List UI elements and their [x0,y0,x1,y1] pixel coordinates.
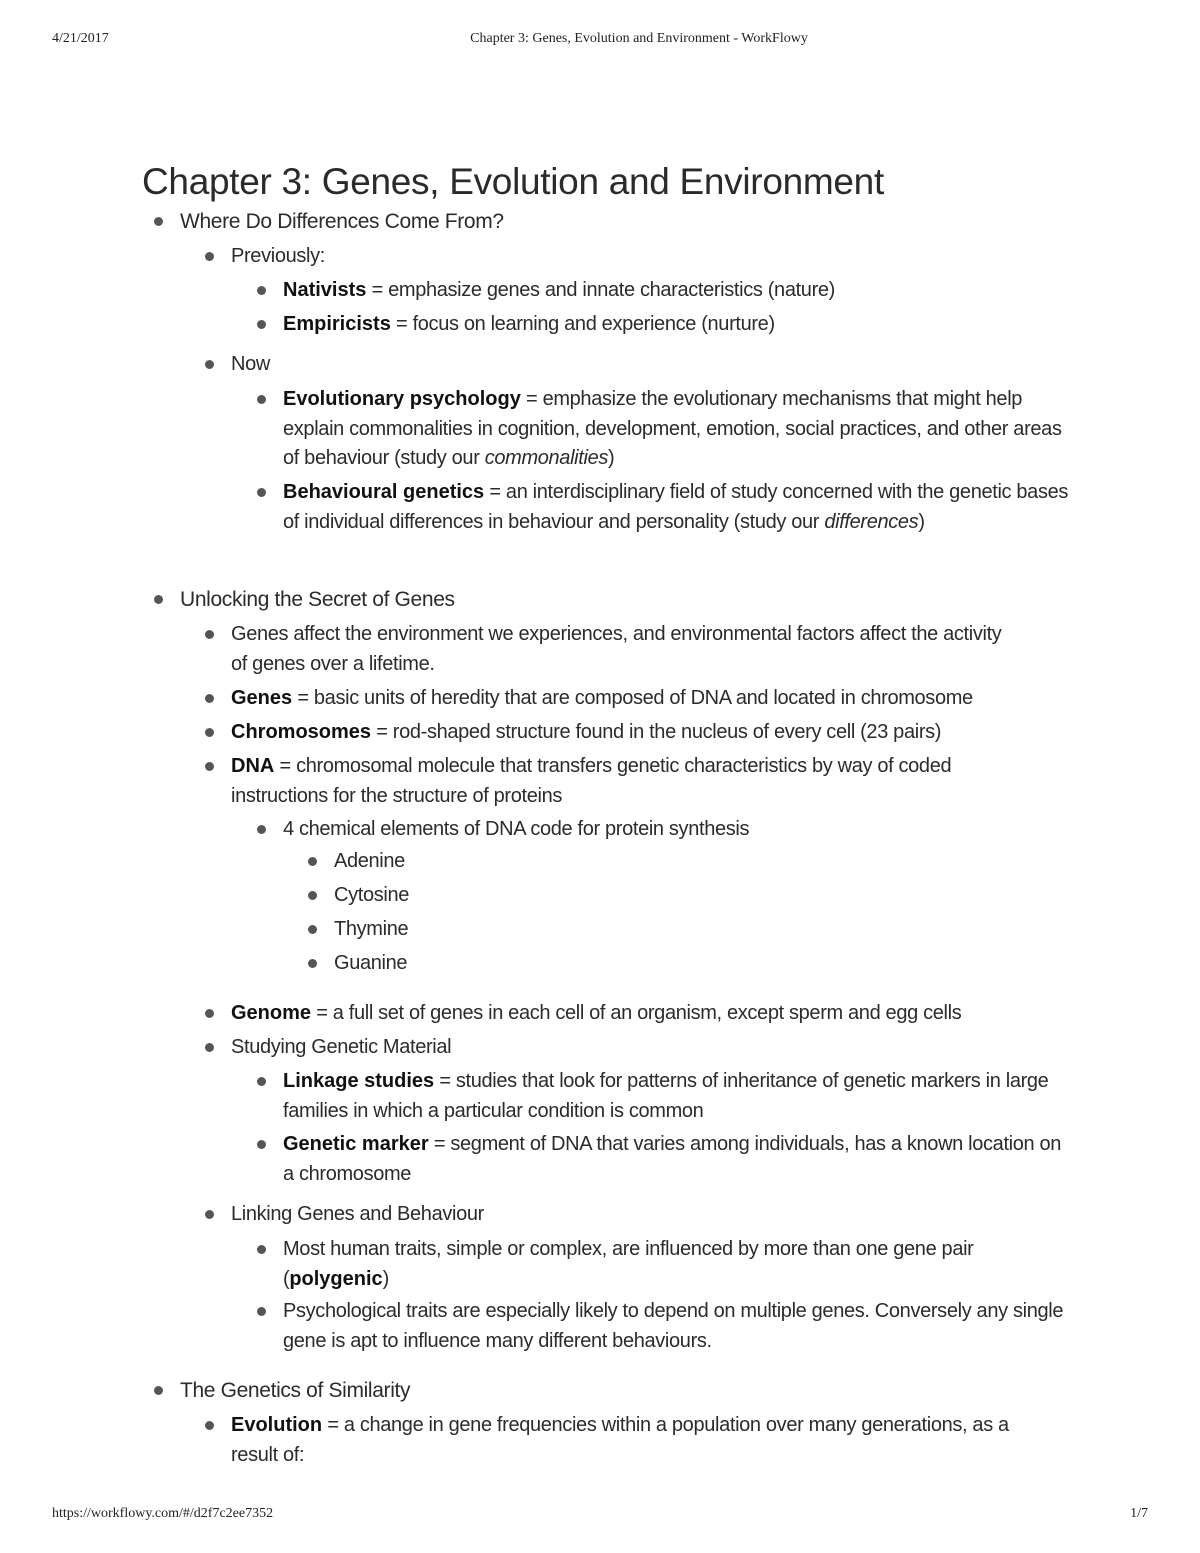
list-item-linking-genes-behaviour[interactable] [231,1200,1021,1230]
list-item-genome[interactable] [231,999,1021,1029]
definition: = studies that look for patterns of inheritance of genetic markers in large families in which a particular condition is common [283,1070,1049,1122]
list-item-genes-affect[interactable] [231,620,1021,679]
term: Evolutionary psychology [283,388,521,410]
list-item-genes[interactable] [231,684,1021,714]
item-text: Studying Genetic Material [231,1036,452,1058]
item-text: Psychological traits are especially likely to depend on multiple genes. Conversely any single gene is apt to influence many different behaviours. [283,1300,1064,1352]
item-text: Adenine [334,850,405,872]
list-item-studying-genetic-material[interactable] [231,1033,1021,1063]
list-item-previously[interactable] [231,242,1021,272]
list-item-unlocking-genes[interactable] [180,585,970,615]
list-item-cytosine[interactable] [334,881,1124,911]
list-item-four-elements[interactable] [283,815,1073,845]
item-text: Genes affect the environment we experiences, and environmental factors affect the activity of genes over a lifetime. [231,623,1002,675]
list-item-genetics-similarity[interactable] [180,1376,970,1406]
list-item-adenine[interactable] [334,847,1124,877]
item-text: Linking Genes and Behaviour [231,1203,484,1225]
definition: = segment of DNA that varies among individuals, has a known location on a chromosome [283,1133,1062,1185]
term: Linkage studies [283,1070,435,1092]
list-item-dna[interactable] [231,752,1021,811]
list-item-evolutionary-psychology[interactable]: Evolutionary psychology = emphasize the evolutionary mechanisms that might help explain commonalities in cognition, development, emotion, social practices, and other areas of behaviour (study our commonalities) [283,385,1073,474]
term: Empiricists [283,313,391,335]
page-number: 1/7 [1130,1506,1148,1521]
definition: = chromosomal molecule that transfers genetic characteristics by way of coded instructions for the structure of proteins [231,755,952,807]
term: Genome [231,1002,312,1024]
item-text: Guanine [334,952,408,974]
list-item-empiricists[interactable] [283,310,1073,340]
list-item-genetic-marker[interactable] [283,1130,1073,1189]
definition: = a full set of genes in each cell of an organism, except sperm and egg cells [311,1002,962,1024]
print-date: 4/21/2017 [52,31,109,46]
term: Genes [231,687,293,709]
item-text: Thymine [334,918,409,940]
item-text: Most human traits, simple or complex, are influenced by more than one gene pair ( [283,1238,974,1290]
list-item-linkage-studies[interactable] [283,1067,1073,1126]
definition: = rod-shaped structure found in the nucleus of every cell (23 pairs) [371,721,942,743]
list-item-evolution[interactable] [231,1411,1021,1470]
list-item-now[interactable] [231,350,1021,380]
term: DNA [231,755,275,777]
definition: = an interdisciplinary field of study concerned with the genetic bases of individual differences in behaviour and personality (study our [283,481,1069,533]
emphasis: commonalities [484,447,608,469]
term: Evolution [231,1414,323,1436]
item-text: Cytosine [334,884,410,906]
item-text: Unlocking the Secret of Genes [180,588,455,611]
definition: = a change in gene frequencies within a population over many generations, as a result of: [231,1414,1009,1466]
term: Chromosomes [231,721,372,743]
list-item-chromosomes[interactable] [231,718,1021,748]
definition: = focus on learning and experience (nurture) [390,313,775,335]
list-item-where-differences[interactable] [180,207,970,237]
item-text: Now [231,353,270,375]
definition: = emphasize genes and innate characteristics (nature) [366,279,835,301]
definition: = basic units of heredity that are composed of DNA and located in chromosome [292,687,973,709]
print-url: https://workflowy.com/#/d2f7c2ee7352 [52,1506,274,1521]
term: polygenic [289,1267,383,1290]
emphasis: differences [824,510,919,533]
term: Genetic marker [283,1133,429,1155]
item-text: 4 chemical elements of DNA code for protein synthesis [283,818,750,840]
document-title: Chapter 3: Genes, Evolution and Environment [142,160,884,202]
term: Behavioural genetics [283,481,485,503]
list-item-thymine[interactable] [334,915,1124,945]
list-item-behavioural-genetics[interactable]: Behavioural genetics = an interdisciplinary field of study concerned with the genetic bases of individual differences in behaviour and personality (study our differences) [283,478,1073,537]
print-page-title: Chapter 3: Genes, Evolution and Environment - WorkFlowy [470,31,808,46]
list-item-guanine[interactable] [334,949,1124,979]
item-text: The Genetics of Similarity [180,1379,411,1402]
term: Nativists [283,279,367,301]
item-text: Where Do Differences Come From? [180,210,504,233]
list-item-nativists[interactable] [283,276,1073,306]
item-text: Previously: [231,245,325,267]
list-item-most-human-traits[interactable]: Most human traits, simple or complex, are influenced by more than one gene pair (polygenic) [283,1235,1073,1294]
list-item-psychological-traits[interactable] [283,1297,1073,1356]
definition: = emphasize the evolutionary mechanisms that might help explain commonalities in cognition, development, emotion, social practices, and other areas of behaviour (study our [283,388,1062,469]
